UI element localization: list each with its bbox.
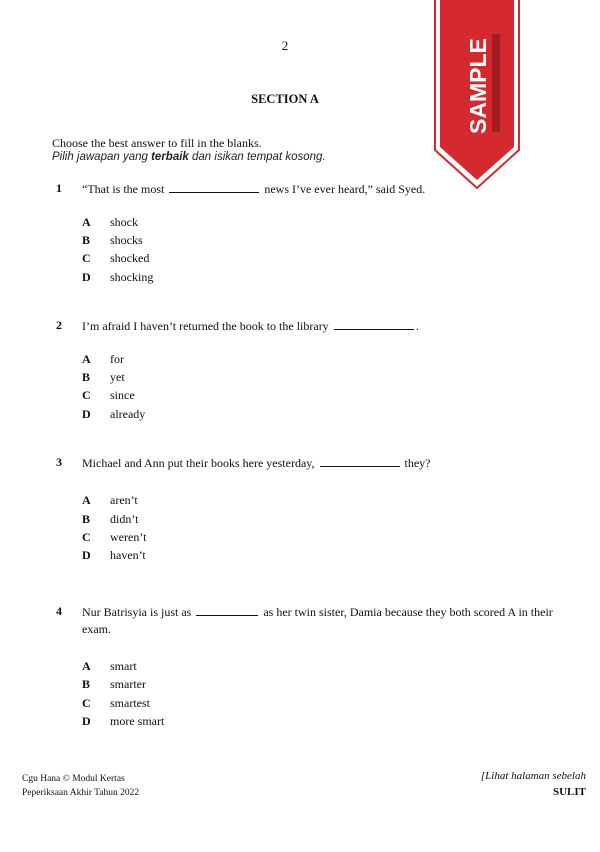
option-c — [82, 388, 135, 406]
question-text — [82, 318, 582, 335]
option-d — [82, 714, 164, 732]
question-text-post: as her twin sister, Damia because they both scored A in their exam. — [82, 605, 553, 636]
question-text-post: they? — [401, 456, 431, 470]
option-text: for — [110, 352, 124, 366]
option-text: already — [110, 407, 146, 421]
option-letter: D — [82, 714, 91, 728]
question-number: 1 — [56, 181, 62, 195]
instructions-malay-pre: Pilih jawapan yang — [52, 151, 152, 163]
option-text: shock — [110, 215, 138, 229]
answer-blank — [169, 181, 259, 193]
option-letter: B — [82, 512, 91, 526]
option-c — [82, 251, 149, 269]
option-letter: D — [82, 548, 91, 562]
question-text — [82, 604, 572, 638]
option-text: haven’t — [110, 548, 146, 562]
option-letter: A — [82, 352, 91, 366]
option-text: shocking — [110, 270, 154, 284]
question-text-pre: I’m afraid I haven’t returned the book to the library — [82, 319, 332, 333]
option-a — [82, 493, 138, 511]
option-text: smartest — [110, 696, 150, 710]
option-letter: C — [82, 251, 91, 265]
option-b — [82, 677, 146, 695]
option-letter: B — [82, 677, 91, 691]
option-letter: D — [82, 407, 91, 421]
option-text: smart — [110, 659, 137, 673]
option-b — [82, 512, 138, 530]
instructions-english: Choose the best answer to fill in the blanks. — [52, 136, 262, 150]
footer-credit-line1: Cgu Hana © Modul Kertas — [22, 774, 125, 784]
ribbon-detail-bar — [492, 34, 500, 132]
option-text: smarter — [110, 677, 146, 691]
option-letter: A — [82, 659, 91, 673]
option-letter: B — [82, 370, 91, 384]
answer-blank — [334, 318, 414, 330]
question-number: 3 — [56, 455, 62, 469]
option-c — [82, 696, 150, 714]
option-text: shocks — [110, 233, 143, 247]
footer-next-page: [Lihat halaman sebelah — [480, 770, 586, 782]
option-c — [82, 530, 146, 548]
option-b — [82, 233, 143, 251]
option-a — [82, 215, 138, 233]
footer-confidential: SULIT — [552, 786, 586, 798]
question-number: 4 — [56, 604, 62, 618]
option-text: yet — [110, 370, 125, 384]
section-title: SECTION A — [251, 92, 319, 106]
option-text: aren’t — [110, 493, 138, 507]
question-text-pre: Nur Batrisyia is just as — [82, 605, 195, 619]
footer-credit-line2: Peperiksaan Akhir Tahun 2022 — [22, 788, 140, 798]
instructions-malay-post: dan isikan tempat kosong. — [188, 151, 326, 163]
footer-credit — [22, 772, 139, 800]
option-letter: A — [82, 215, 91, 229]
option-letter: A — [82, 493, 91, 507]
option-d — [82, 407, 145, 425]
option-letter: C — [82, 388, 91, 402]
option-a — [82, 659, 137, 677]
option-d — [82, 548, 146, 566]
option-text: since — [110, 388, 135, 402]
option-text: more smart — [110, 714, 165, 728]
sample-watermark-text: SAMPLE — [465, 38, 491, 134]
question-text-post: news I’ve ever heard,” said Syed. — [261, 182, 426, 196]
answer-blank — [320, 455, 400, 467]
page-number: 2 — [281, 38, 289, 53]
question-number: 2 — [56, 318, 62, 332]
option-letter: C — [82, 530, 91, 544]
instructions-malay — [52, 151, 326, 163]
option-text: weren’t — [110, 530, 147, 544]
option-letter: D — [82, 270, 91, 284]
instructions-malay-bold: terbaik — [151, 151, 189, 163]
question-text-pre: Michael and Ann put their books here yesterday, — [82, 456, 318, 470]
option-a — [82, 352, 124, 370]
option-letter: B — [82, 233, 91, 247]
option-letter: C — [82, 696, 91, 710]
option-text: shocked — [110, 251, 150, 265]
option-d — [82, 270, 153, 288]
question-text-pre: “That is the most — [82, 182, 168, 196]
option-text: didn’t — [110, 512, 139, 526]
sample-watermark-ribbon — [434, 0, 520, 190]
question-text — [82, 455, 582, 472]
answer-blank — [196, 604, 258, 616]
question-text-post: . — [415, 319, 419, 333]
option-b — [82, 370, 125, 388]
